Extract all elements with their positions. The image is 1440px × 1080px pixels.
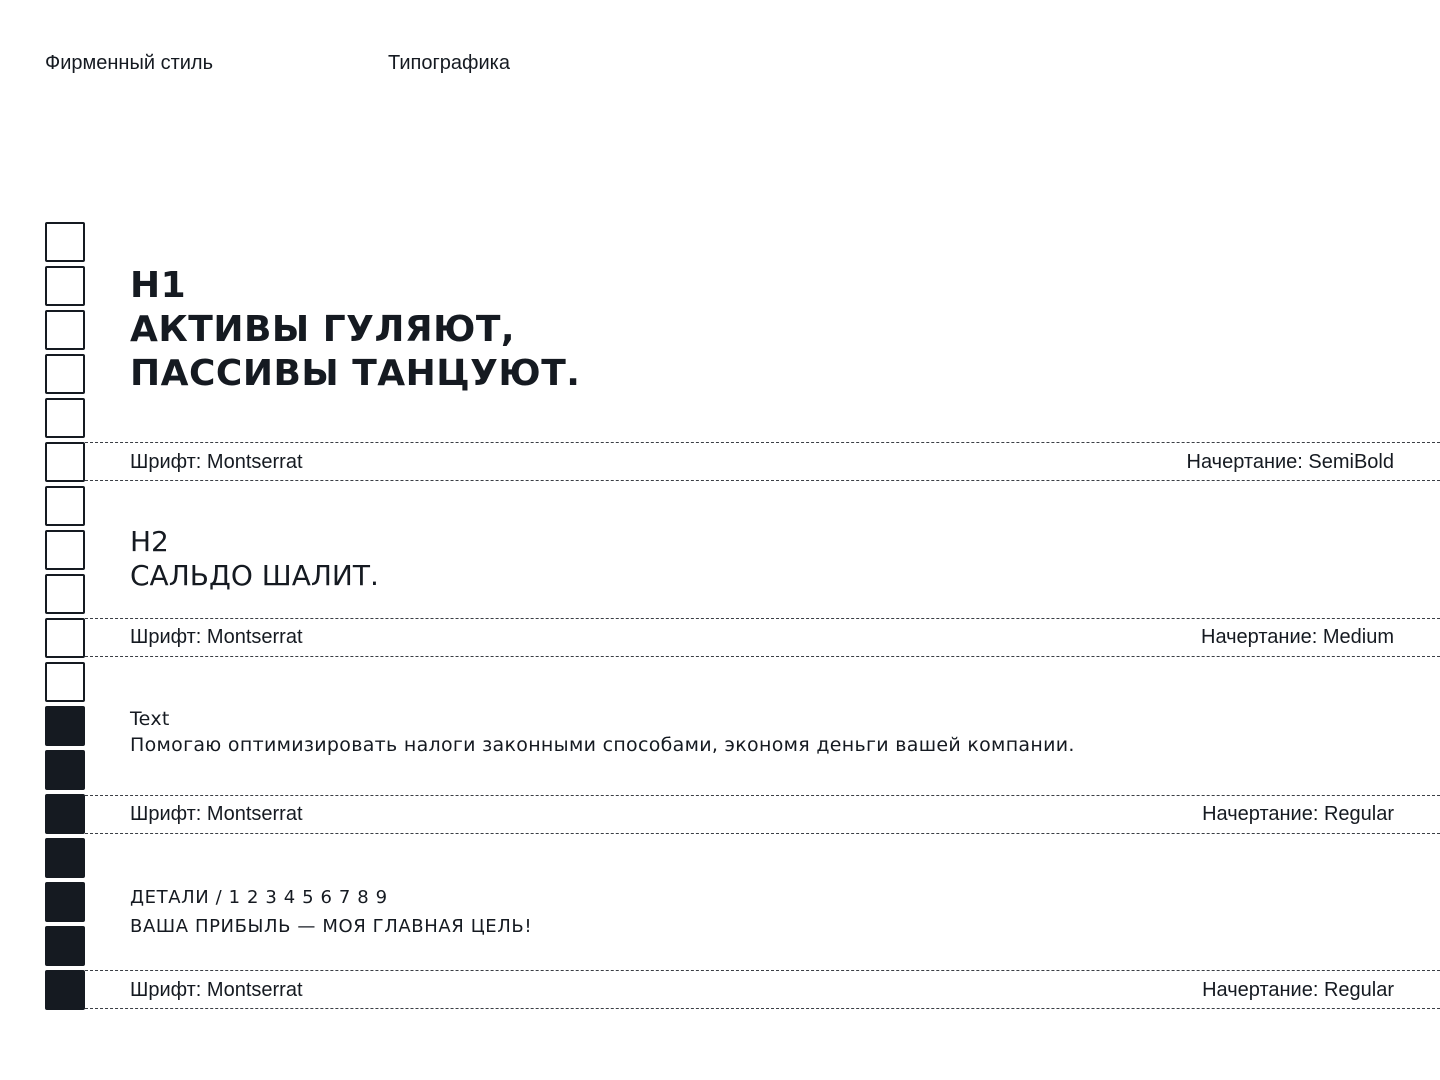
h2-label: H2 (130, 525, 169, 558)
outline-square (45, 222, 85, 262)
h1-sample (130, 264, 580, 396)
divider-dashed (85, 442, 1440, 443)
h1-sample-line-2: ПАССИВЫ ТАНЦУЮТ. (130, 353, 581, 394)
filled-square (45, 706, 85, 746)
text-meta-row (130, 803, 1394, 825)
h2-font-weight: Начертание: Medium (1201, 626, 1394, 648)
h2-sample (130, 525, 379, 593)
details-font-weight: Начертание: Regular (1202, 979, 1394, 1001)
h1-label: H1 (130, 265, 187, 306)
outline-square (45, 398, 85, 438)
divider-dashed (85, 618, 1440, 619)
divider-dashed (85, 833, 1440, 834)
divider-dashed (85, 1008, 1440, 1009)
outline-square (45, 574, 85, 614)
filled-square (45, 838, 85, 878)
filled-square (45, 750, 85, 790)
divider-dashed (85, 656, 1440, 657)
body-text-sample (130, 706, 1075, 758)
page-title: Типографика (388, 52, 510, 74)
outline-square (45, 442, 85, 482)
h1-font-weight: Начертание: SemiBold (1186, 451, 1394, 473)
text-font-weight: Начертание: Regular (1202, 803, 1394, 825)
details-line-2: ВАША ПРИБЫЛЬ — МОЯ ГЛАВНАЯ ЦЕЛЬ! (130, 916, 533, 937)
h1-font-name: Шрифт: Montserrat (130, 451, 303, 473)
filled-square (45, 882, 85, 922)
outline-square (45, 266, 85, 306)
text-font-name: Шрифт: Montserrat (130, 803, 303, 825)
details-line-1: ДЕТАЛИ / 1 2 3 4 5 6 7 8 9 (130, 887, 388, 908)
outline-square (45, 618, 85, 658)
h1-meta-row (130, 451, 1394, 473)
h2-meta-row (130, 626, 1394, 648)
details-font-name: Шрифт: Montserrat (130, 979, 303, 1001)
text-label: Text (130, 708, 170, 730)
divider-dashed (85, 795, 1440, 796)
section-title: Фирменный стиль (45, 52, 213, 74)
outline-square (45, 310, 85, 350)
filled-square (45, 970, 85, 1010)
h2-font-name: Шрифт: Montserrat (130, 626, 303, 648)
divider-dashed (85, 970, 1440, 971)
divider-dashed (85, 480, 1440, 481)
filled-square (45, 794, 85, 834)
details-meta-row (130, 979, 1394, 1001)
outline-square (45, 530, 85, 570)
outline-square (45, 662, 85, 702)
filled-square (45, 926, 85, 966)
details-sample (130, 883, 532, 941)
outline-square (45, 354, 85, 394)
outline-square (45, 486, 85, 526)
h2-sample-line: САЛЬДО ШАЛИТ. (130, 559, 379, 592)
h1-sample-line-1: АКТИВЫ ГУЛЯЮТ, (130, 309, 516, 350)
text-sample-line: Помогаю оптимизировать налоги законными способами, экономя деньги вашей компании. (130, 734, 1075, 756)
